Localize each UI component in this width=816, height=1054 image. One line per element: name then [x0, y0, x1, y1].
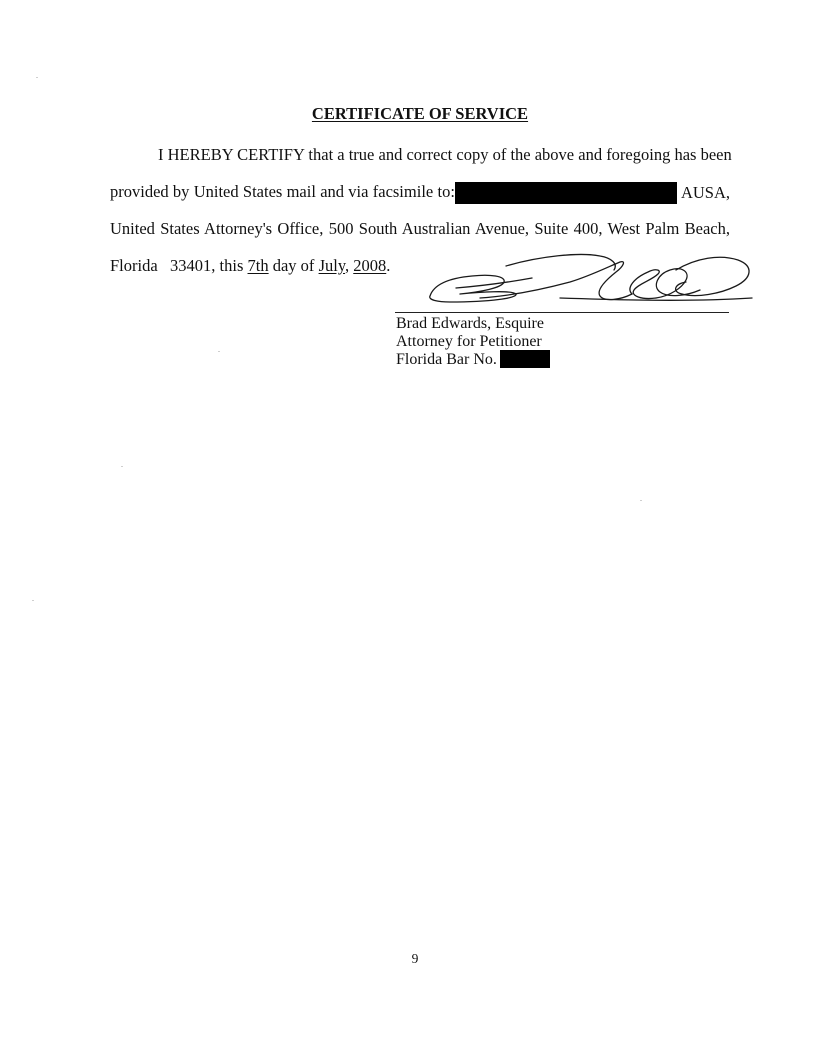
scan-speck [218, 351, 220, 352]
redaction-recipient [455, 182, 677, 204]
service-method-text: provided by United States mail and via facsimile to: [110, 182, 455, 201]
body-line-3 [110, 219, 730, 239]
scan-speck [36, 77, 38, 78]
body-line-2 [110, 182, 730, 204]
certificate-heading: CERTIFICATE OF SERVICE [311, 104, 529, 123]
address-text: United States Attorney's Office, 500 South Australian Avenue, Suite 400, West Palm Beach, [110, 219, 730, 238]
date-separator: , [345, 256, 354, 275]
day-of-text: day of [268, 256, 319, 275]
bar-number-line [396, 350, 550, 369]
service-month: July [318, 256, 345, 275]
attorney-name: Brad Edwards, Esquire [396, 315, 544, 332]
signature-line [395, 312, 729, 313]
service-year: 2008 [353, 256, 387, 275]
service-day: 7th [247, 256, 269, 275]
ausa-label: AUSA, [680, 183, 730, 202]
sentence-end: . [386, 256, 391, 275]
scan-speck [121, 466, 123, 467]
recipient-group [455, 182, 730, 204]
handwritten-signature [420, 248, 760, 312]
city-zip-text: Florida 33401, this [110, 256, 248, 275]
body-line-1 [158, 145, 730, 165]
certify-text: I HEREBY CERTIFY that a true and correct copy of the above and foregoing has been [158, 145, 732, 164]
page-number: 9 [411, 951, 419, 966]
bar-number-label: Florida Bar No. [396, 351, 497, 368]
redaction-bar-number [500, 350, 550, 368]
attorney-role: Attorney for Petitioner [396, 332, 542, 350]
scan-speck [640, 500, 642, 501]
scan-speck [32, 600, 34, 601]
signature-block [396, 315, 550, 369]
